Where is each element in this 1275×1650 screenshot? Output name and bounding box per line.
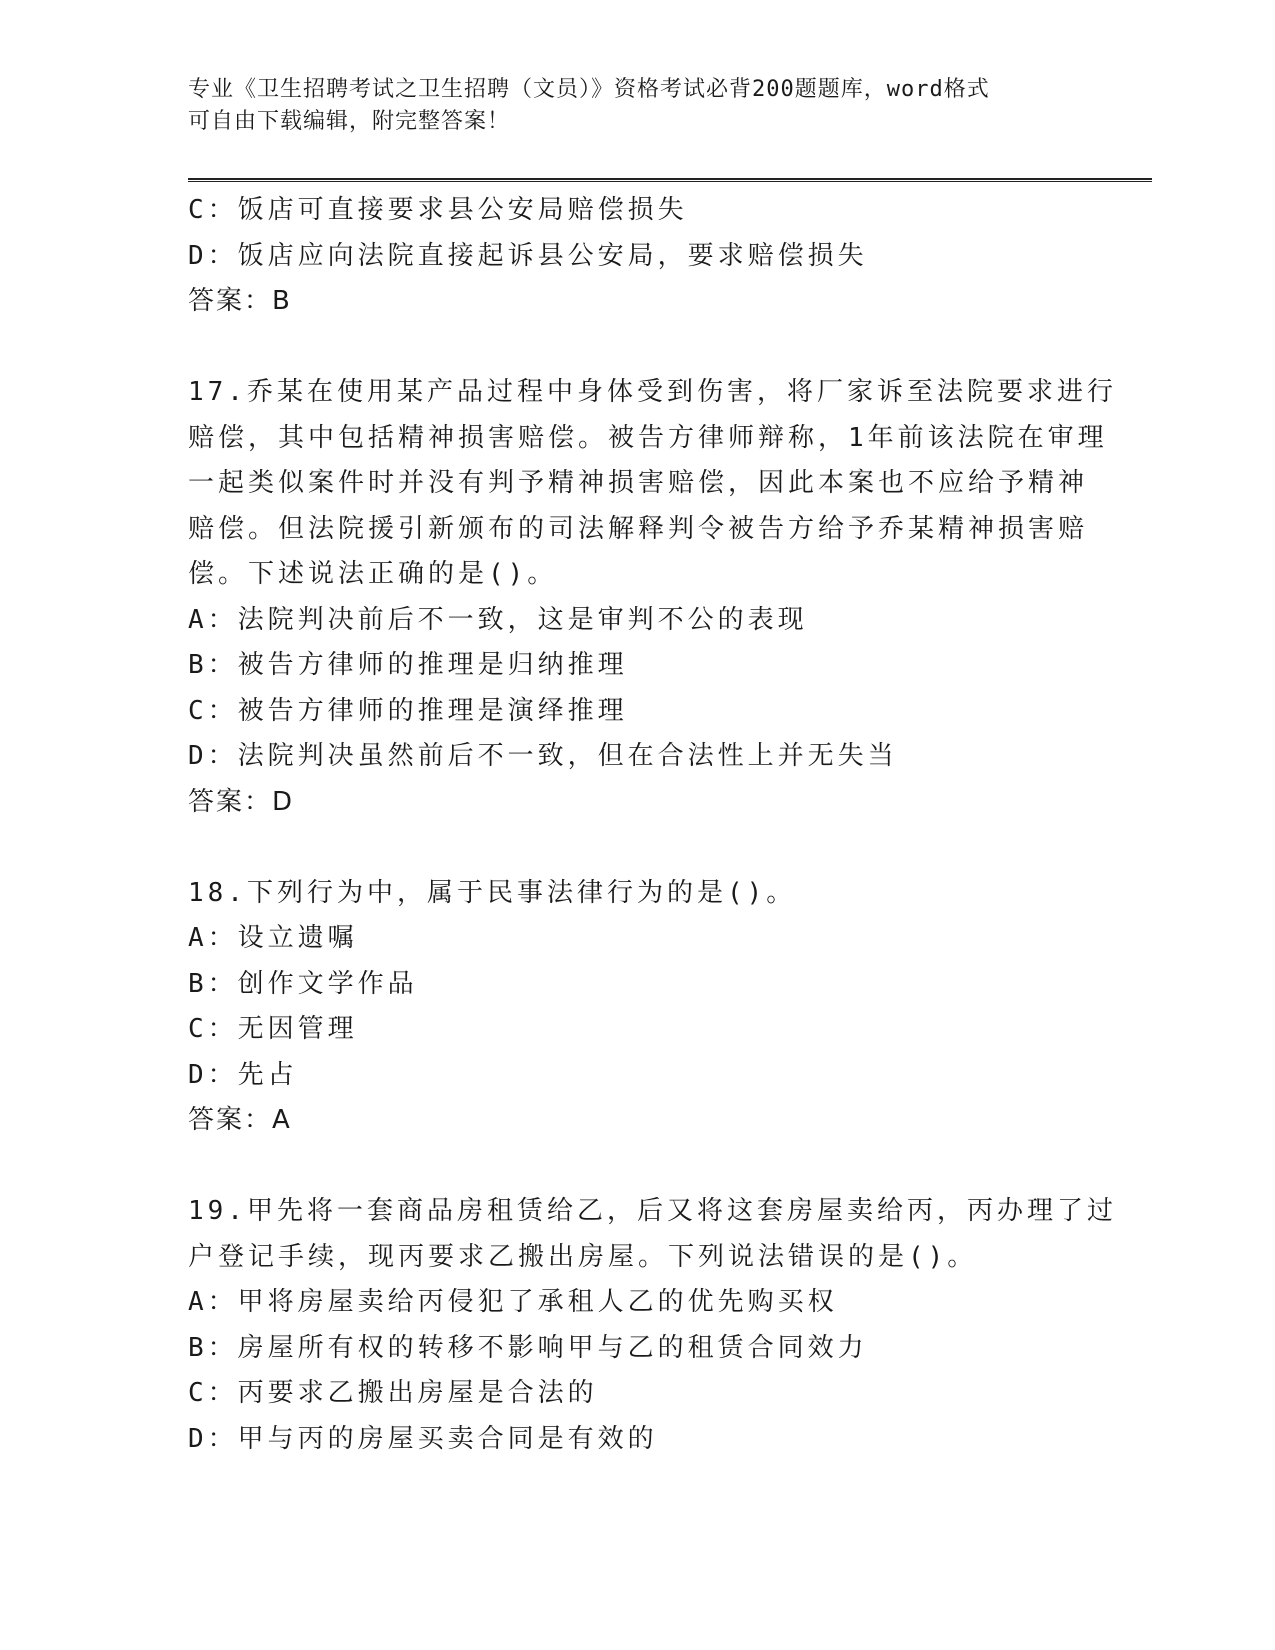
document-header (188, 74, 1088, 138)
answer-line: 答案：D (188, 786, 295, 817)
option-a: A：法院判决前后不一致，这是审判不公的表现 (188, 604, 808, 635)
header-title-line-2: 可自由下载编辑，附完整答案！ (188, 109, 511, 134)
option-c: C：饭店可直接要求县公安局赔偿损失 (188, 195, 688, 225)
option-a: A：设立遗嘱 (188, 923, 358, 953)
option-b: B：房屋所有权的转移不影响甲与乙的租赁合同效力 (188, 1332, 868, 1363)
question-stem-line: 赔偿，其中包括精神损害赔偿。被告方律师辩称，1年前该法院在审理 (188, 422, 1108, 453)
question-16 (188, 188, 1088, 325)
question-stem-line: 赔偿。但法院援引新颁布的司法解释判令被告方给予乔某精神损害赔 (188, 513, 1089, 544)
question-stem-line: 一起类似案件时并没有判予精神损害赔偿，因此本案也不应给予精神 (188, 468, 1089, 498)
option-d: D：甲与丙的房屋买卖合同是有效的 (188, 1423, 658, 1454)
question-stem-line: 偿。下述说法正确的是()。 (188, 559, 558, 589)
question-stem-line: 户登记手续，现丙要求乙搬出房屋。下列说法错误的是()。 (188, 1241, 978, 1272)
option-d: D：法院判决虽然前后不一致，但在合法性上并无失当 (188, 741, 898, 771)
question-list (188, 188, 1117, 1462)
header-title-line-1: 专业《卫生招聘考试之卫生招聘（文员）》资格考试必背200题题库，word格式 (188, 77, 990, 102)
answer-line: 答案：A (188, 1105, 292, 1135)
option-b: B：创作文学作品 (188, 968, 418, 999)
option-d: D：先占 (188, 1059, 298, 1090)
option-d: D：饭店应向法院直接起诉县公安局，要求赔偿损失 (188, 240, 868, 271)
question-stem-line: 19.甲先将一套商品房租赁给乙，后又将这套房屋卖给丙，丙办理了过 (188, 1196, 1117, 1226)
question-18 (188, 871, 1088, 1144)
spacer (188, 1144, 1088, 1190)
option-c: C：被告方律师的推理是演绎推理 (188, 695, 628, 726)
question-stem-line: 17.乔某在使用某产品过程中身体受到伤害，将厂家诉至法院要求进行 (188, 377, 1117, 407)
option-a: A：甲将房屋卖给丙侵犯了承租人乙的优先购买权 (188, 1287, 838, 1317)
question-17 (188, 370, 1117, 825)
option-c: C：丙要求乙搬出房屋是合法的 (188, 1378, 598, 1408)
option-c: C：无因管理 (188, 1014, 358, 1044)
question-stem-line: 18.下列行为中，属于民事法律行为的是()。 (188, 877, 797, 908)
question-19 (188, 1189, 1117, 1462)
spacer (188, 825, 1088, 871)
spacer (188, 325, 1088, 371)
header-divider (188, 178, 1152, 182)
answer-line: 答案：B (188, 286, 292, 316)
option-b: B：被告方律师的推理是归纳推理 (188, 650, 628, 680)
